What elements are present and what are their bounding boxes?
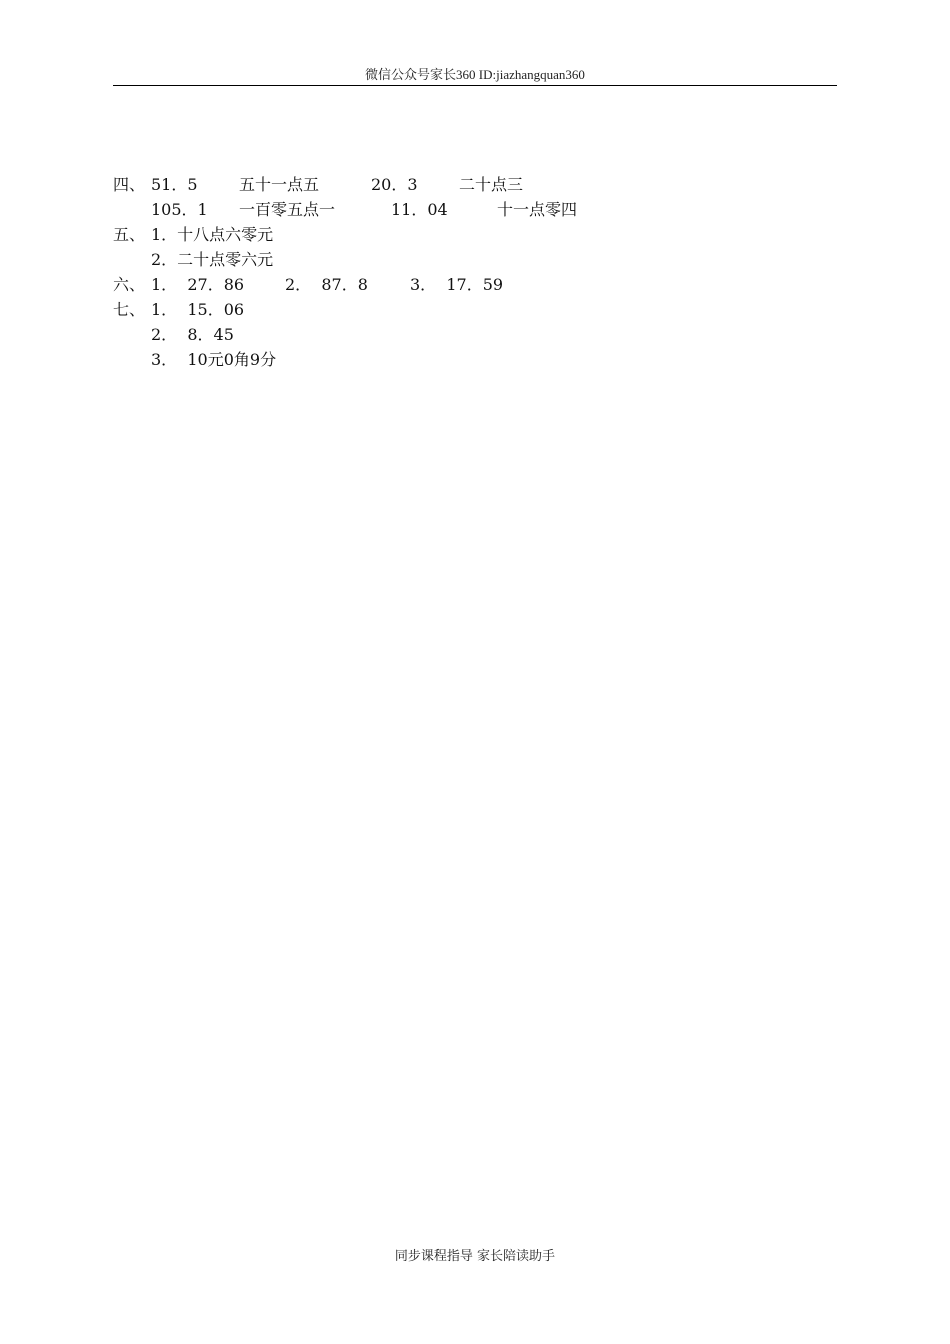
section-7-label: 七、 — [113, 300, 146, 319]
page-header: 微信公众号家长360 ID:jiazhangquan360 — [365, 67, 585, 82]
answer-item: 3． 17．59 — [410, 275, 504, 294]
answer-number: 11．04 — [391, 200, 448, 219]
section-5-label: 五、 — [113, 225, 146, 244]
answer-item: 2． 8．45 — [151, 325, 234, 344]
section-4-row-2 — [113, 197, 578, 222]
section-6-row-1 — [113, 272, 504, 297]
section-7-row-2 — [113, 322, 234, 347]
answer-key — [113, 172, 578, 372]
answer-item: 1． 27．86 — [151, 275, 245, 294]
section-6-label: 六、 — [113, 275, 146, 294]
answer-number: 20．3 — [371, 175, 418, 194]
section-4-label: 四、 — [113, 175, 146, 194]
answer-words: 一百零五点一 — [239, 200, 336, 219]
section-5-row-2 — [113, 247, 274, 272]
answer-item: 3． 10元0角9分 — [151, 350, 277, 369]
answer-words: 二十点三 — [459, 175, 524, 194]
answer-number: 51．5 — [151, 175, 198, 194]
section-7-row-1 — [113, 297, 245, 322]
section-7-row-3 — [113, 347, 277, 372]
section-4-row-1 — [113, 172, 524, 197]
answer-item: 1．十八点六零元 — [151, 225, 274, 244]
answer-item: 1． 15．06 — [151, 300, 245, 319]
header-divider — [113, 85, 837, 86]
answer-item: 2． 87．8 — [285, 275, 368, 294]
answer-item: 2．二十点零六元 — [151, 250, 274, 269]
page-footer: 同步课程指导 家长陪读助手 — [394, 1249, 556, 1264]
section-5-row-1 — [113, 222, 274, 247]
answer-number: 105．1 — [151, 200, 208, 219]
answer-words: 十一点零四 — [497, 200, 578, 219]
answer-words: 五十一点五 — [239, 175, 320, 194]
